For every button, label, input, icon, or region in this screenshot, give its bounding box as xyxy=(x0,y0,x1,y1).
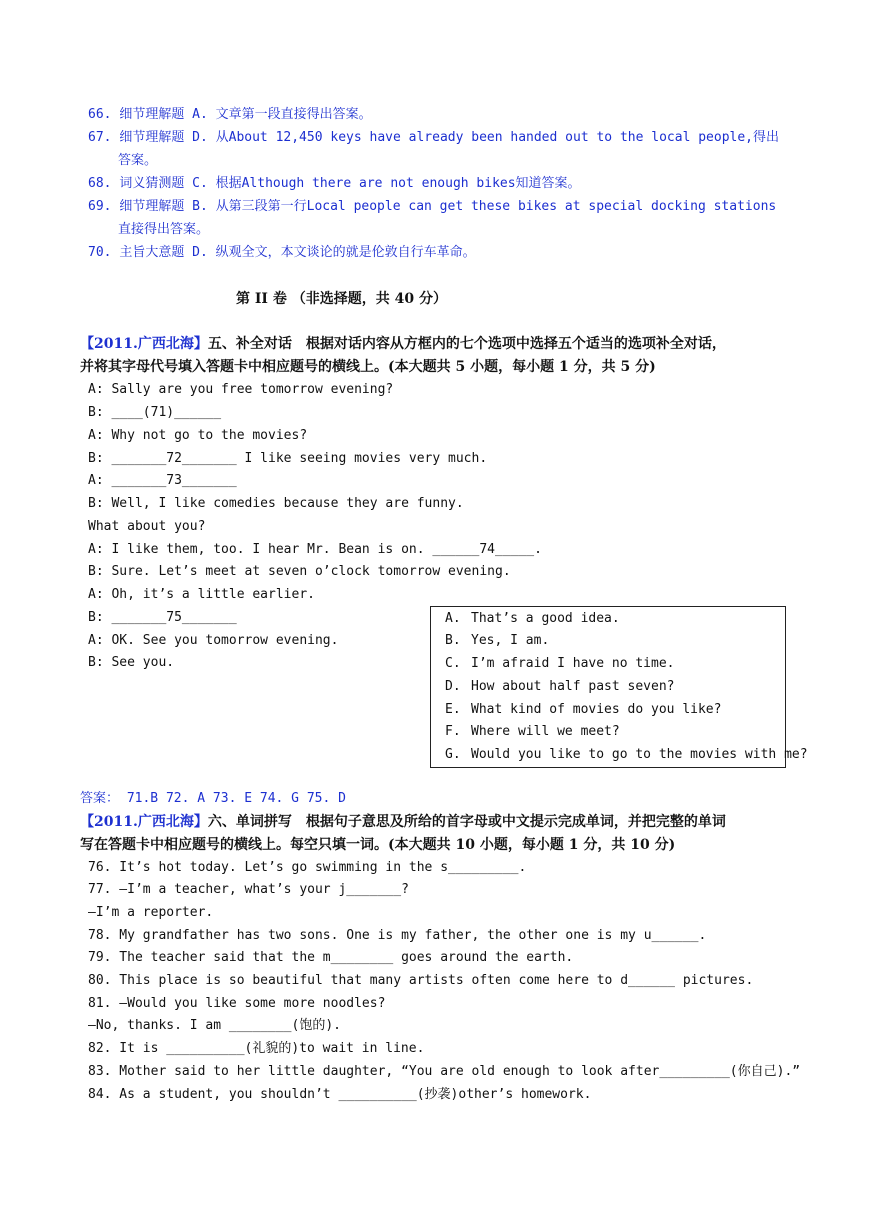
option-d: D. How about half past seven? xyxy=(445,679,675,694)
part5-heading-cont: 并将其字母代号填入答题卡中相应题号的横线上。(本大题共 5 小题，每小题 1 分，共 5 分) xyxy=(80,359,656,375)
spelling-item: 77. —I’m a teacher, what’s your j_______? xyxy=(88,882,409,897)
dialogue-line: B: Well, I like comedies because they are funny. xyxy=(88,496,464,511)
spelling-item: 84. As a student, you shouldn’t __________(抄袭)other’s homework. xyxy=(88,1087,592,1102)
dialogue-line: A: Oh, it’s a little earlier. xyxy=(88,587,315,602)
option-e: E. What kind of movies do you like? xyxy=(445,702,722,717)
answer-number: 67. xyxy=(88,130,112,145)
part6-heading-cont: 写在答题卡中相应题号的横线上。每空只填一词。(本大题共 10 小题，每小题 1 分，共 10 分) xyxy=(80,837,676,853)
part5-source: 【2011.广西北海】 xyxy=(80,336,208,352)
spelling-item: 81. —Would you like some more noodles? xyxy=(88,996,386,1011)
option-f: F. Where will we meet? xyxy=(445,724,620,739)
spelling-item: —No, thanks. I am ________(饱的). xyxy=(88,1018,341,1033)
answer-67 xyxy=(88,128,779,148)
answer-67-cont: 答案。 xyxy=(118,153,158,168)
answer-number: 70. xyxy=(88,245,112,260)
answer-text: 细节理解题 D. 从About 12,450 keys have already been handed out to the local people,得出 xyxy=(119,130,780,145)
dialogue-line: B: See you. xyxy=(88,655,175,670)
option-c: C. I’m afraid I have no time. xyxy=(445,656,675,671)
dialogue-line: A: _______73_______ xyxy=(88,473,237,488)
dialogue-line: A: Sally are you free tomorrow evening? xyxy=(88,382,394,397)
answer-text: 主旨大意题 D. 纵观全文，本文谈论的就是伦敦自行车革命。 xyxy=(119,245,476,260)
answer-text: 细节理解题 A. 文章第一段直接得出答案。 xyxy=(119,107,372,122)
part6-heading-text: 六、单词拼写 根据句子意思及所给的首字母或中文提示完成单词，并把完整的单词 xyxy=(207,814,726,830)
option-b: B. Yes, I am. xyxy=(445,633,550,648)
dialogue-line: B: _______72_______ I like seeing movies very much. xyxy=(88,451,488,466)
answer-text: 细节理解题 B. 从第三段第一行Local people can get these bikes at special docking stations xyxy=(119,199,777,214)
option-a: A. That’s a good idea. xyxy=(445,611,620,626)
answer-68 xyxy=(88,174,581,194)
part6-heading xyxy=(80,812,726,832)
answer-number: 68. xyxy=(88,176,112,191)
dialogue-line: A: Why not go to the movies? xyxy=(88,428,308,443)
spelling-item: —I’m a reporter. xyxy=(88,905,214,920)
section-title: 第 II 卷 （非选择题，共 40 分） xyxy=(236,291,447,307)
spelling-item: 83. Mother said to her little daughter, “You are old enough to look after_________(你自己).” xyxy=(88,1064,801,1079)
dialogue-line: A: OK. See you tomorrow evening. xyxy=(88,633,339,648)
spelling-item: 76. It’s hot today. Let’s go swimming in the s_________. xyxy=(88,860,527,875)
spelling-item: 78. My grandfather has two sons. One is my father, the other one is my u______. xyxy=(88,928,707,943)
answer-69-cont: 直接得出答案。 xyxy=(118,222,210,237)
answer-number: 66. xyxy=(88,107,112,122)
answer-70 xyxy=(88,243,476,263)
answer-text: 词义猜测题 C. 根据Although there are not enough bikes知道答案。 xyxy=(119,176,581,191)
dialogue-line: A: I like them, too. I hear Mr. Bean is on. ______74_____. xyxy=(88,542,542,557)
answer-66 xyxy=(88,105,372,125)
part6-source: 【2011.广西北海】 xyxy=(80,814,208,830)
spelling-item: 79. The teacher said that the m________ goes around the earth. xyxy=(88,950,574,965)
dialogue-line: B: ____(71)______ xyxy=(88,405,222,420)
options-box xyxy=(430,606,808,768)
dialogue-line: What about you? xyxy=(88,519,206,534)
spelling-item: 80. This place is so beautiful that many artists often come here to d______ pictures. xyxy=(88,973,754,988)
answer-number: 69. xyxy=(88,199,112,214)
part5-heading xyxy=(80,334,726,354)
dialogue-line: B: Sure. Let’s meet at seven o’clock tomorrow evening. xyxy=(88,564,511,579)
answer-69 xyxy=(88,197,776,217)
option-g: G. Would you like to go to the movies with me? xyxy=(445,747,808,762)
dialogue-line: B: _______75_______ xyxy=(88,610,237,625)
part5-answer-line: 答案： 71.B 72. A 73. E 74. G 75. D xyxy=(80,791,346,806)
spelling-item: 82. It is __________(礼貌的)to wait in line. xyxy=(88,1041,425,1056)
part5-heading-text: 五、补全对话 根据对话内容从方框内的七个选项中选择五个适当的选项补全对话， xyxy=(207,336,726,352)
